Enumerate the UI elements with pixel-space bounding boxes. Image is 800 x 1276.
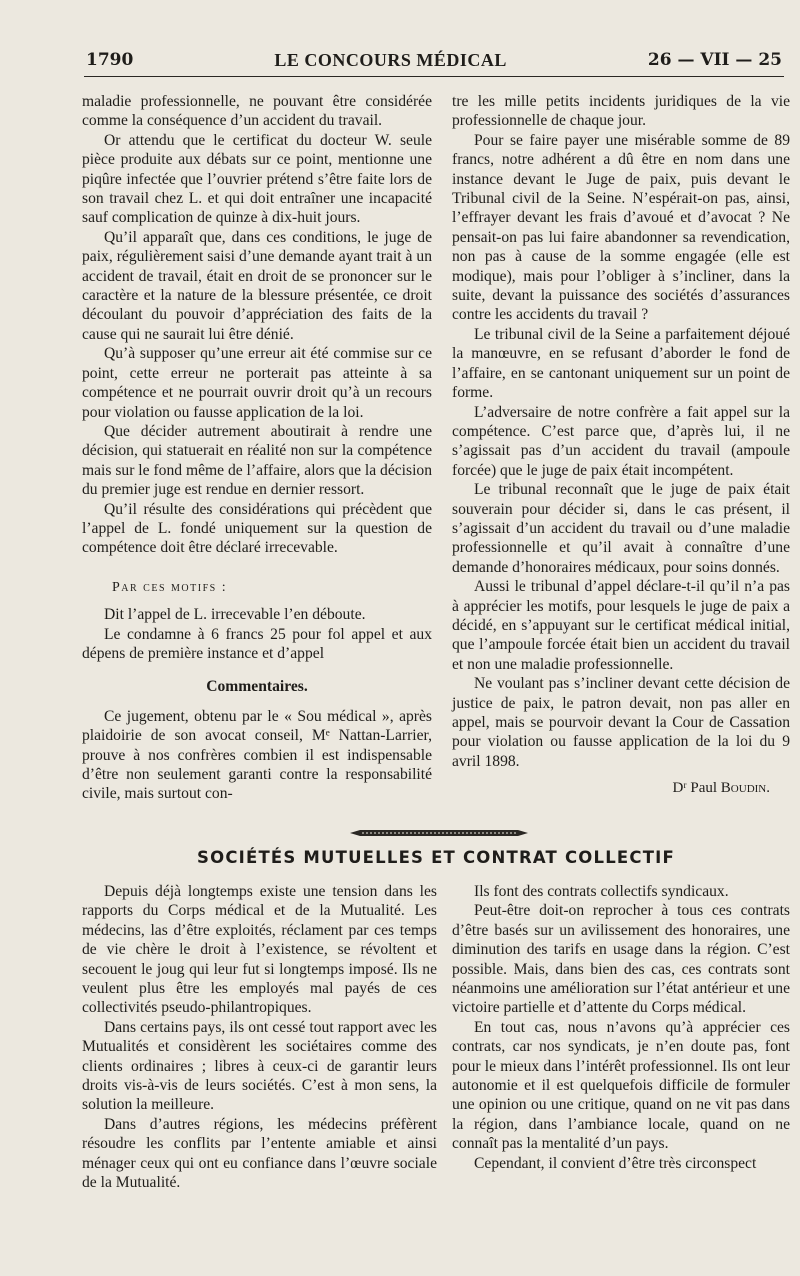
signature — [452, 779, 790, 798]
article2-right-column — [452, 882, 790, 1173]
paragraph: Aussi le tribunal d’appel déclare-t-il qu’il n’a pas à apprécier les motifs, pour lesquels le juge de paix a décidé, en s’appuyant sur le certificat médical initial, que l’ampoule forcée était bien un accident du travail et non une maladie professionnelle. — [452, 578, 790, 673]
paragraph: Dans d’autres régions, les médecins préfèrent résoudre les conflits par l’entente amiable et ainsi ménager ceux qui ont eu confiance dans l’œuvre sociale de la Mutualité. — [82, 1115, 437, 1192]
paragraph: Dans certains pays, ils ont cessé tout rapport avec les Mutualités et considèrent les sociétaires comme des clients ordinaires ; libres à ceux-ci de garantir leurs droits vis-à-vis de leurs sociétés. C’est à mon sens, la solution la meilleure. — [82, 1018, 437, 1114]
paragraph: Cependant, il convient d’être très circonspect — [474, 1154, 757, 1172]
paragraph: Pour se faire payer une misérable somme de 89 francs, notre adhérent a dû être en nom dans une instance devant le Juge de paix, puis devant le Tribunal civil de la Seine. N’espérait-on pas, ainsi, l’effrayer devant les frais d’avoué et d’avocat ? Ne pensait-on pas lui faire abandonner sa revendication, non pas à cause de la somme engagée (elle est modique), mais pour l’obliger à s’incliner, dans la suite, devant la puissance des sociétés d’assurances contre les accidents du travail ? — [452, 131, 790, 324]
paragraph: Ce jugement, obtenu par le « Sou médical », après plaidoirie de son avocat conseil, Mᵉ Nattan-Larrier, prouve à nos confrères combien il est indispensable d’être non seulement garanti contre la responsabilité civile, mais surtout con- — [82, 707, 432, 803]
journal-title: LE CONCOURS MÉDICAL — [274, 49, 507, 70]
motifs-heading: Par ces motifs : — [112, 579, 228, 595]
paragraph: Depuis déjà longtemps existe une tension dans les rapports du Corps médical et de la Mutualité. Les médecins, las d’être exploités, réclament par ces temps de vie chère le droit à l’existence, se révoltent et secouent le joug qui leur fut si longtemps imposé. Ils ne veulent plus être les employés mal payés de ces collectivités pseudo-philantropiques. — [82, 883, 437, 1017]
commentaires-heading: Commentaires. — [206, 678, 308, 696]
paragraph: Dit l’appel de L. irrecevable l’en déboute. — [104, 606, 366, 624]
article2-left-column — [82, 882, 437, 1193]
signature-prefix: Dʳ Paul — [672, 780, 718, 797]
paragraph: Or attendu que le certificat du docteur W. seule pièce produite aux débats sur ce point, mentionne une piqûre infectée que l’ouvrier prétend s’être faite lors de son travail chez L. et qui doit entraîner une incapacité sauf complication de quinze à dix-huit jours. — [82, 131, 432, 227]
article1-right-column — [452, 92, 790, 799]
paragraph: Le tribunal reconnaît que le juge de paix était souverain pour décider si, dans le cas présent, il s’agissait d’un accident du travail ou d’une maladie professionnelle et qu’il avait à connaître d’une demande d’honoraires médicaux, pour soins donnés. — [452, 481, 790, 576]
paragraph: Peut-être doit-on reprocher à tous ces contrats d’être basés sur un avilissement des honoraires, une diminution des tarifs en usage dans la région. C’est possible. Mais, dans bien des cas, ces contrats sont néanmoins une amélioration sur l’état antérieur et une victoire partielle et d’attente du Corps médical. — [452, 902, 790, 1017]
signature-name: Boudin. — [720, 780, 770, 797]
article1-left-column — [82, 92, 432, 804]
paragraph: Qu’à supposer qu’une erreur ait été commise sur ce point, cette erreur ne porterait pas atteinte à sa compétence et ne pourrait ouvrir droit qu’à un recours pour violation ou fausse application de la loi. — [82, 345, 432, 421]
header-rule — [84, 76, 784, 77]
page-number: 1790 — [86, 50, 134, 70]
paragraph: Ils font des contrats collectifs syndicaux. — [474, 883, 729, 900]
paragraph: Ne voulant pas s’incliner devant cette décision de justice de paix, le patron devait, non pas aller en appel, mais se pourvoir devant la Cour de Cassation pour violation ou fausse application de la loi du 9 avril 1898. — [452, 675, 790, 770]
paragraph: maladie professionnelle, ne pouvant être considérée comme la conséquence d’un accident du travail. — [82, 93, 432, 130]
paragraph: Le condamne à 6 francs 25 pour fol appel et aux dépens de première instance et d’appel — [82, 625, 432, 662]
issue-date: 26 — VII — 25 — [647, 50, 782, 70]
paragraph: En tout cas, nous n’avons qu’à apprécier ces contrats, car nos syndicats, je n’en doute pas, font pour le mieux dans l’intérêt professionnel. Ils ont leur autonomie et il est quelquefois difficile de formuler une opinion ou une critique, quand on ne vit pas dans la région, dans l’ambiance locale, quand on ne connaît pas la mentalité d’un pays. — [452, 1018, 790, 1153]
paragraph: tre les mille petits incidents juridiques de la vie professionnelle de chaque jour. — [452, 93, 790, 130]
paragraph: Qu’il apparaît que, dans ces conditions, le juge de paix, régulièrement saisi d’une demande ayant trait à un accident de travail, était en droit de se prononcer sur le caractère et la nature de la blessure présentée, ce droit découlant du pouvoir d’appréciation des faits de la cause qui ne saurait lui être dénié. — [82, 228, 432, 343]
page-header — [86, 46, 782, 74]
paragraph: Qu’il résulte des considérations qui précèdent que l’appel de L. fondé uniquement sur la question de compétence doit être déclaré irrecevable. — [82, 500, 432, 557]
paragraph: L’adversaire de notre confrère a fait appel sur la compétence. C’est parce que, d’après lui, il ne s’agissait pas d’un accident du travail (ampoule forcée) que le juge de paix était incompétent. — [452, 403, 790, 479]
paragraph: Que décider autrement aboutirait à rendre une décision, qui statuerait en réalité non sur la compétence mais sur le fond même de l’affaire, alors que la décision du premier juge est rendue en dernier ressort. — [82, 422, 433, 499]
ornament-divider — [350, 828, 528, 838]
paragraph: Le tribunal civil de la Seine a parfaitement déjoué la manœuvre, en se refusant d’aborder le fond de l’affaire, en se cantonant uniquement sur un point de forme. — [452, 325, 790, 402]
article2-title: SOCIÉTÉS MUTUELLES ET CONTRAT COLLECTIF — [197, 848, 675, 867]
